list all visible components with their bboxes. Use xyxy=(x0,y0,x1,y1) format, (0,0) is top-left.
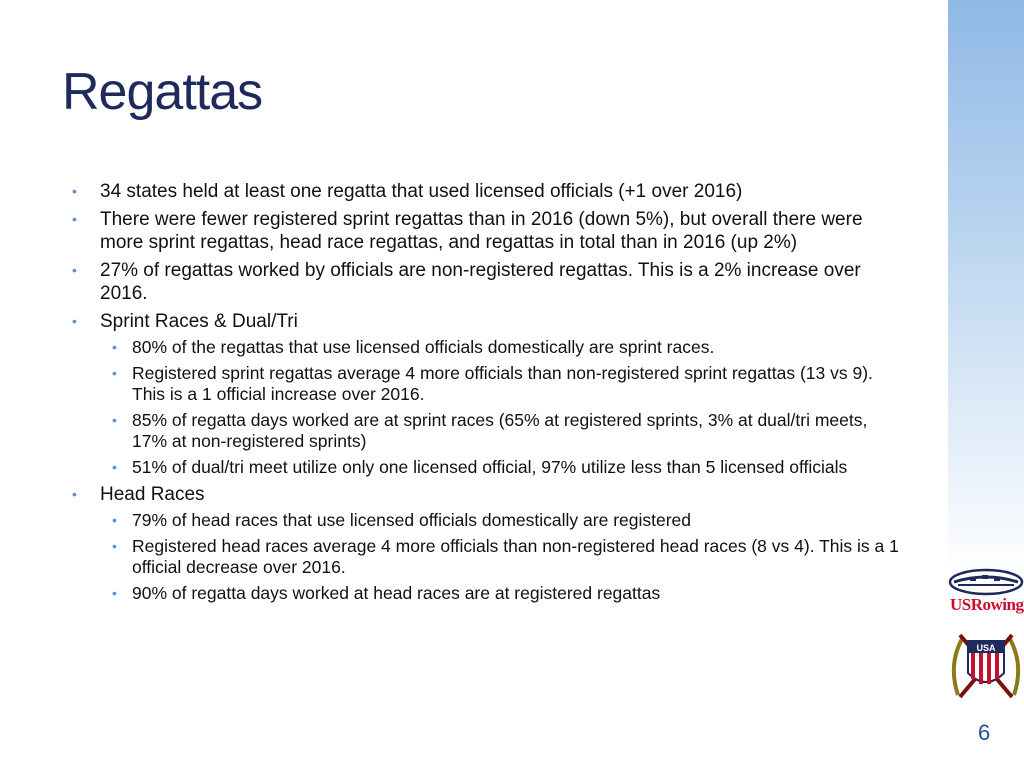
bullet-icon: • xyxy=(112,512,117,528)
sub-bullet-list xyxy=(100,337,902,478)
sub-bullet-list xyxy=(100,510,902,604)
bullet-icon: • xyxy=(112,459,117,475)
bullet-item xyxy=(72,208,902,254)
bullet-list-container xyxy=(72,180,902,609)
usrowing-logo xyxy=(948,568,1024,618)
bullet-icon: • xyxy=(72,313,77,329)
bullet-item xyxy=(72,259,902,305)
sub-bullet-text: Registered sprint regattas average 4 more officials than non-registered sprint regattas (13 vs 9). This is a 1 official increase over 2016. xyxy=(132,363,873,404)
bullet-icon: • xyxy=(112,412,117,428)
sub-bullet-item xyxy=(100,410,902,452)
bullet-text: Sprint Races & Dual/Tri xyxy=(100,311,298,332)
page-number: 6 xyxy=(978,720,991,745)
sub-bullet-text: 79% of head races that use licensed officials domestically are registered xyxy=(132,510,692,530)
bullet-text: 34 states held at least one regatta that used licensed officials (+1 over 2016) xyxy=(100,181,743,202)
sub-bullet-item xyxy=(100,363,902,405)
bullet-text: There were fewer registered sprint regattas than in 2016 (down 5%), but overall there were more sprint regattas, head race regattas, and regattas in total than in 2016 (up 2%) xyxy=(100,209,863,253)
sub-bullet-item xyxy=(100,510,902,531)
sub-bullet-text: 85% of regatta days worked are at sprint races (65% at registered sprints, 3% at dual/tri meets, 17% at non-registered sprints) xyxy=(132,410,868,451)
bullet-icon: • xyxy=(72,262,77,278)
sub-bullet-text: 51% of dual/tri meet utilize only one licensed official, 97% utilize less than 5 licensed officials xyxy=(132,457,848,477)
bullet-icon: • xyxy=(112,339,117,355)
rowing-boat-icon xyxy=(948,568,1024,596)
bullet-item xyxy=(72,483,902,604)
bullet-icon: • xyxy=(72,211,77,227)
sub-bullet-item xyxy=(100,457,902,478)
sub-bullet-text: 90% of regatta days worked at head races are at registered regattas xyxy=(132,583,661,603)
crest-text: USA xyxy=(976,643,996,653)
bullet-icon: • xyxy=(112,365,117,381)
sub-bullet-item xyxy=(100,583,902,604)
bullet-item xyxy=(72,180,902,203)
bullet-list xyxy=(72,180,902,604)
sub-bullet-text: 80% of the regattas that use licensed officials domestically are sprint races. xyxy=(132,337,715,357)
bullet-text: Head Races xyxy=(100,484,205,505)
sub-bullet-item xyxy=(100,337,902,358)
bullet-icon: • xyxy=(112,585,117,601)
bullet-item xyxy=(72,310,902,478)
sub-bullet-text: Registered head races average 4 more officials than non-registered head races (8 vs 4). This is a 1 official decrease over 2016. xyxy=(132,536,899,577)
slide-title: Regattas xyxy=(62,63,263,121)
bullet-icon: • xyxy=(72,183,77,199)
bullet-text: 27% of regattas worked by officials are non-registered regattas. This is a 2% increase over 2016. xyxy=(100,260,861,304)
usa-crest-logo xyxy=(948,625,1024,705)
bullet-icon: • xyxy=(72,486,77,502)
sub-bullet-item xyxy=(100,536,902,578)
usrowing-wordmark: USRowing xyxy=(950,595,1024,614)
bullet-icon: • xyxy=(112,538,117,554)
usa-shield-crest-icon xyxy=(948,625,1024,705)
